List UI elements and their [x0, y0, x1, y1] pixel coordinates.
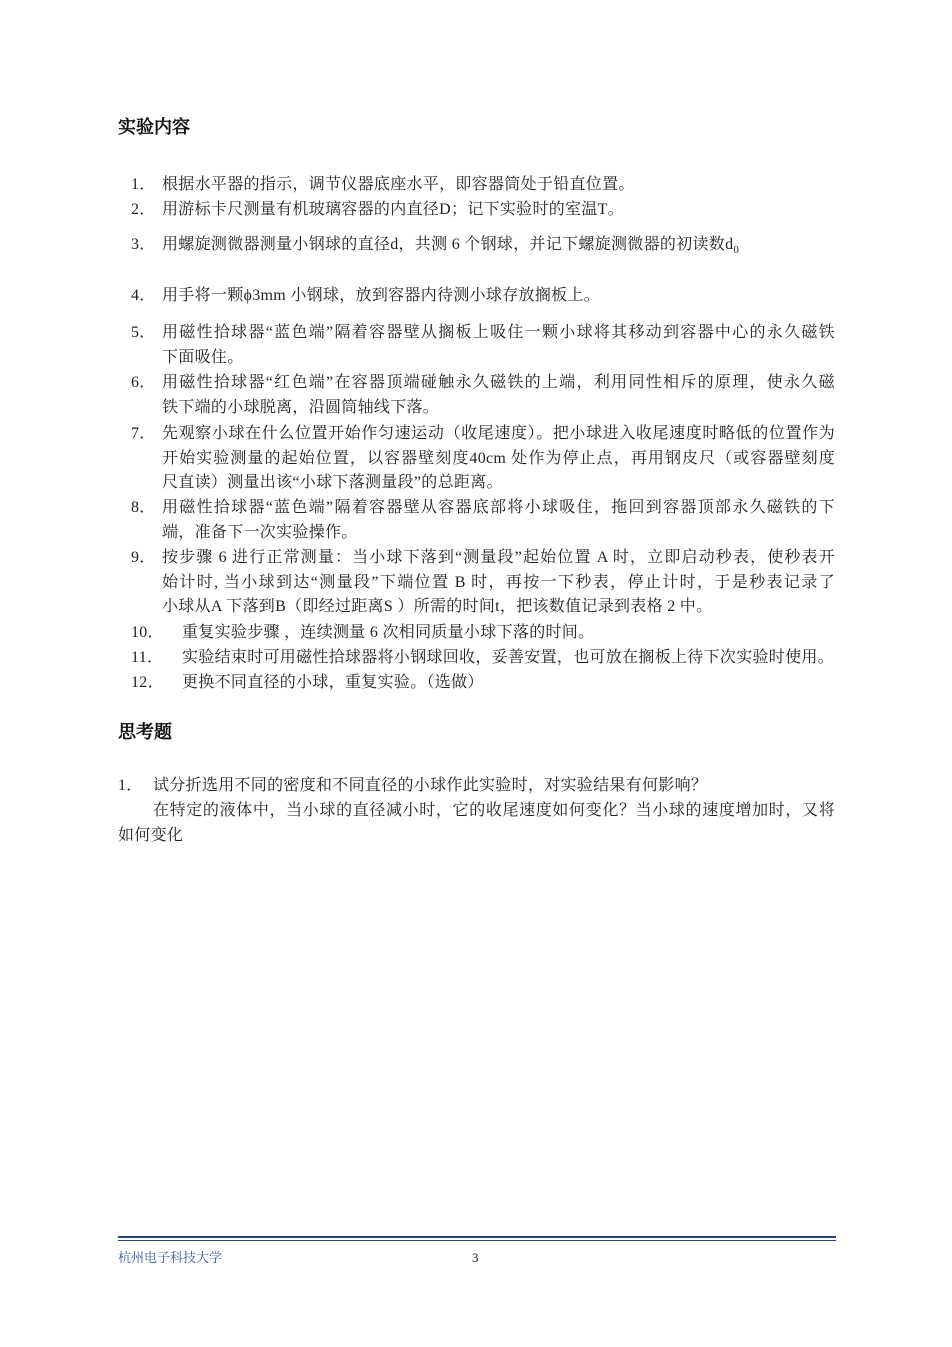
step-number: 11． — [131, 649, 164, 666]
step-item — [131, 546, 835, 620]
step-number: 1． — [131, 176, 156, 193]
step-text: 先观察小球在什么位置开始作匀速运动（收尾速度）。把小球进入收尾速度时略低的位置作为 — [162, 425, 835, 442]
step-text: 尺直读）测量出该“小球下落测量段”的总距离。 — [162, 474, 503, 491]
step-item — [131, 173, 835, 198]
question-number: 1． — [118, 777, 143, 794]
step-number: 9． — [131, 549, 156, 566]
step-item — [131, 284, 835, 309]
footer-institution: 杭州电子科技大学 — [118, 1250, 223, 1265]
step-number: 6． — [131, 374, 156, 391]
step-text: 更换不同直径的小球，重复实验。（选做） — [182, 674, 484, 691]
step-text: 始计时, 当小球到达“测量段”下端位置 B 时，再按一下秒表，停止计时，于是秒表记录了 — [162, 573, 835, 591]
step-text: 用磁性拾球器“蓝色端”隔着容器壁从搁板上吸住一颗小球将其移动到容器中心的永久磁铁 — [162, 324, 835, 341]
step-number: 10． — [131, 624, 164, 641]
step-text-main: 用螺旋测微器测量小钢球的直径d，共测 6 个钢球，并记下螺旋测微器的初读数d — [162, 236, 734, 253]
step-number: 12． — [131, 674, 164, 691]
question-item — [118, 774, 835, 799]
section-heading-experiment-content: 实验内容 — [118, 117, 190, 138]
step-item — [131, 496, 835, 545]
step-item — [131, 198, 835, 223]
step-number: 3． — [131, 236, 156, 253]
step-text: 实验结束时可用磁性拾球器将小钢球回收，妥善安置，也可放在搁板上待下次实验时使用。 — [182, 649, 835, 666]
step-number: 2． — [131, 201, 156, 218]
step-text: 重复实验步骤 ，连续测量 6 次相同质量小球下落的时间。 — [182, 624, 595, 641]
step-text: 端，准备下一次实验操作。 — [162, 523, 358, 541]
step-text: 用磁性拾球器“红色端”在容器顶端碰触永久磁铁的上端，利用同性相斥的原理，使永久磁 — [162, 374, 835, 391]
step-text: 用游标卡尺测量有机玻璃容器的内直径D；记下实验时的室温T。 — [162, 201, 625, 218]
step-number: 5． — [131, 324, 156, 341]
step-item — [131, 371, 835, 420]
step-text: 按步骤 6 进行正常测量：当小球下落到“测量段”起始位置 A 时，立即启动秒表，使秒表开 — [162, 549, 835, 566]
step-text — [162, 233, 835, 258]
step-item — [131, 321, 835, 370]
footer-rule-thin — [118, 1240, 836, 1241]
step-text: 下面吸住。 — [162, 348, 244, 366]
step-text: 用磁性拾球器“蓝色端”隔着容器壁从容器底部将小球吸住，拖回到容器顶部永久磁铁的下 — [162, 499, 835, 516]
question-text: 试分折选用不同的密度和不同直径的小球作此实验时，对实验结果有何影响？ — [153, 777, 708, 794]
step-text: 小球从A 下落到B（即经过距离S ）所需的时间t，把该数值记录到表格 2 中。 — [162, 598, 713, 615]
step-number: 8． — [131, 499, 156, 516]
step-item — [131, 671, 835, 696]
section-heading-questions: 思考题 — [118, 722, 172, 743]
step-text: 铁下端的小球脱离，沿圆筒轴线下落。 — [162, 398, 440, 416]
step-item — [131, 621, 835, 646]
question-paragraph-line: 在特定的液体中，当小球的直径减小时，它的收尾速度如何变化？当小球的速度增加时，又将 — [153, 802, 835, 819]
step-item — [131, 422, 835, 496]
question-paragraph-line: 如何变化 — [118, 826, 184, 844]
step-item — [131, 646, 835, 671]
step-text: 用手将一颗ϕ3mm 小钢球，放到容器内待测小球存放搁板上。 — [162, 287, 601, 304]
step-item — [131, 233, 835, 258]
footer-rule-thick — [118, 1236, 836, 1238]
step-number: 4． — [131, 287, 156, 304]
step-text: 开始实验测量的起始位置，以容器壁刻度40cm 处作为停止点，再用钢皮尺（或容器壁刻度 — [162, 449, 835, 467]
step-number: 7． — [131, 425, 156, 442]
subscript: 0 — [733, 244, 739, 256]
step-text: 根据水平器的指示，调节仪器底座水平，即容器筒处于铅直位置。 — [162, 176, 635, 193]
question-paragraph — [118, 799, 835, 848]
page-number: 3 — [472, 1250, 479, 1265]
